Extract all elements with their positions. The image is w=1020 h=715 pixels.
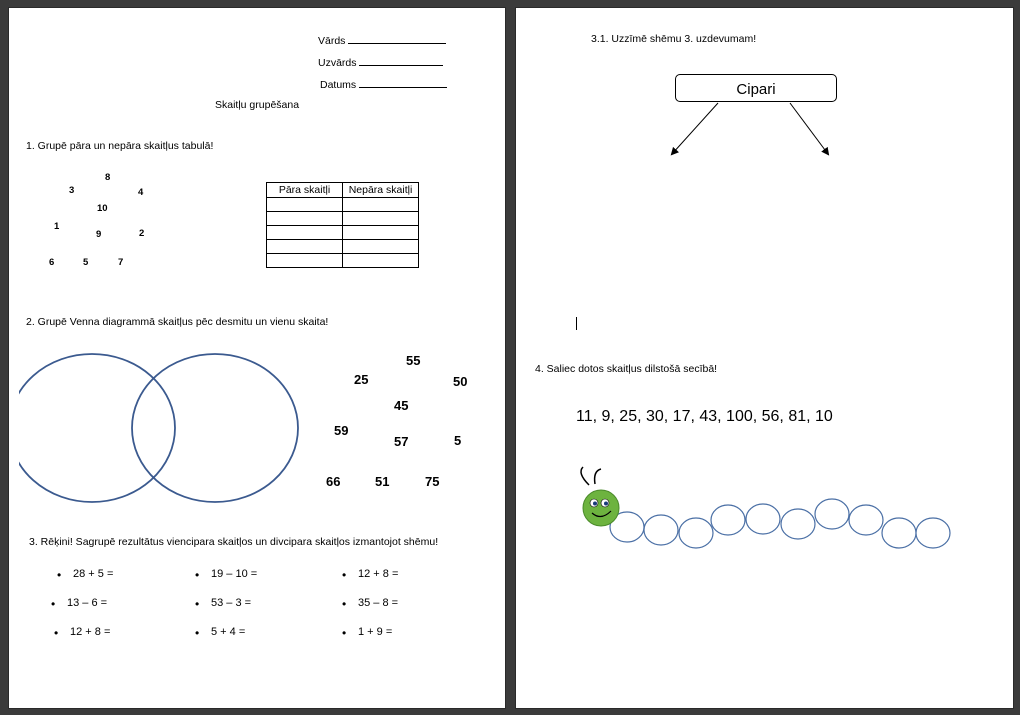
caterpillar-segment <box>815 499 849 529</box>
caterpillar-segment <box>849 505 883 535</box>
exercise-item: • 53 – 3 = <box>211 597 251 609</box>
number-item: 51 <box>375 474 390 489</box>
table-row <box>267 212 419 226</box>
caterpillar-segment <box>781 509 815 539</box>
number-item: 5 <box>83 257 89 268</box>
exercise-item: • 19 – 10 = <box>211 568 257 580</box>
number-item: 66 <box>326 474 341 489</box>
caterpillar-segment <box>882 518 916 548</box>
number-item: 1 <box>54 221 60 232</box>
text-cursor <box>576 317 577 330</box>
number-item: 45 <box>394 398 409 413</box>
number-item: 4 <box>138 187 144 198</box>
number-item: 50 <box>453 374 468 389</box>
exercise-item: • 1 + 9 = <box>358 626 392 638</box>
task3-heading: 3. Rēķini! Sagrupē rezultātus viencipara skaitļos un divcipara skaitļos izmantojot shēmu! <box>29 536 439 548</box>
number-item: 7 <box>118 257 124 268</box>
number-item: 75 <box>425 474 440 489</box>
caterpillar-segment <box>746 504 780 534</box>
task2-heading: 2. Grupē Venna diagrammā skaitļus pēc desmitu un vienu skaita! <box>26 316 329 328</box>
even-odd-table <box>266 182 419 268</box>
exercise-item: • 28 + 5 = <box>73 568 113 580</box>
number-item: 25 <box>354 372 369 387</box>
caterpillar-segment <box>679 518 713 548</box>
exercise-item: • 5 + 4 = <box>211 626 245 638</box>
number-item: 5 <box>454 433 462 448</box>
table-row <box>267 198 419 212</box>
caterpillar-segment <box>711 505 745 535</box>
table-header-even: Pāra skaitļi <box>267 183 343 198</box>
task1-heading: 1. Grupē pāra un nepāra skaitļus tabulā! <box>26 140 214 152</box>
number-item: 2 <box>139 228 145 239</box>
caterpillar-head <box>581 467 619 526</box>
venn-circle-left <box>19 354 175 502</box>
number-item: 10 <box>97 203 108 214</box>
number-item: 55 <box>406 353 421 368</box>
table-row <box>267 240 419 254</box>
task4-heading: 4. Saliec dotos skaitļus dilstošā secībā! <box>535 363 718 375</box>
table-row <box>267 254 419 268</box>
venn-circle-right <box>132 354 298 502</box>
exercise-item: • 13 – 6 = <box>67 597 107 609</box>
caterpillar-segment <box>644 515 678 545</box>
date-field: Datums <box>320 77 447 91</box>
worksheet-page-right <box>515 7 1014 709</box>
venn-diagram <box>19 348 304 508</box>
caterpillar <box>571 463 961 558</box>
arrow-left <box>672 103 718 154</box>
date-blank <box>359 77 447 88</box>
number-item: 3 <box>69 185 75 196</box>
head-icon <box>583 490 619 526</box>
number-item: 8 <box>105 172 111 183</box>
antenna <box>581 467 589 485</box>
surname-field: Uzvārds <box>318 55 443 69</box>
name-field: Vārds <box>318 33 446 47</box>
page-title: Skaitļu grupēšana <box>215 99 300 111</box>
number-item: 9 <box>96 229 102 240</box>
name-blank <box>348 33 446 44</box>
antenna <box>595 469 601 484</box>
exercise-item: • 35 – 8 = <box>358 597 398 609</box>
task31-heading: 3.1. Uzzīmē shēmu 3. uzdevumam! <box>591 33 757 45</box>
number-item: 57 <box>394 434 409 449</box>
scheme-arrows <box>666 100 836 160</box>
worksheet-page-left <box>8 7 506 709</box>
cipari-box: Cipari <box>675 74 837 102</box>
table-row <box>267 226 419 240</box>
exercise-item: • 12 + 8 = <box>70 626 110 638</box>
number-sequence: 11, 9, 25, 30, 17, 43, 100, 56, 81, 10 <box>576 408 833 425</box>
exercise-item: • 12 + 8 = <box>358 568 398 580</box>
number-item: 6 <box>49 257 55 268</box>
arrow-right <box>790 103 828 154</box>
caterpillar-segment <box>916 518 950 548</box>
table-header-odd: Nepāra skaitļi <box>343 183 419 198</box>
number-item: 59 <box>334 423 349 438</box>
surname-blank <box>359 55 443 66</box>
